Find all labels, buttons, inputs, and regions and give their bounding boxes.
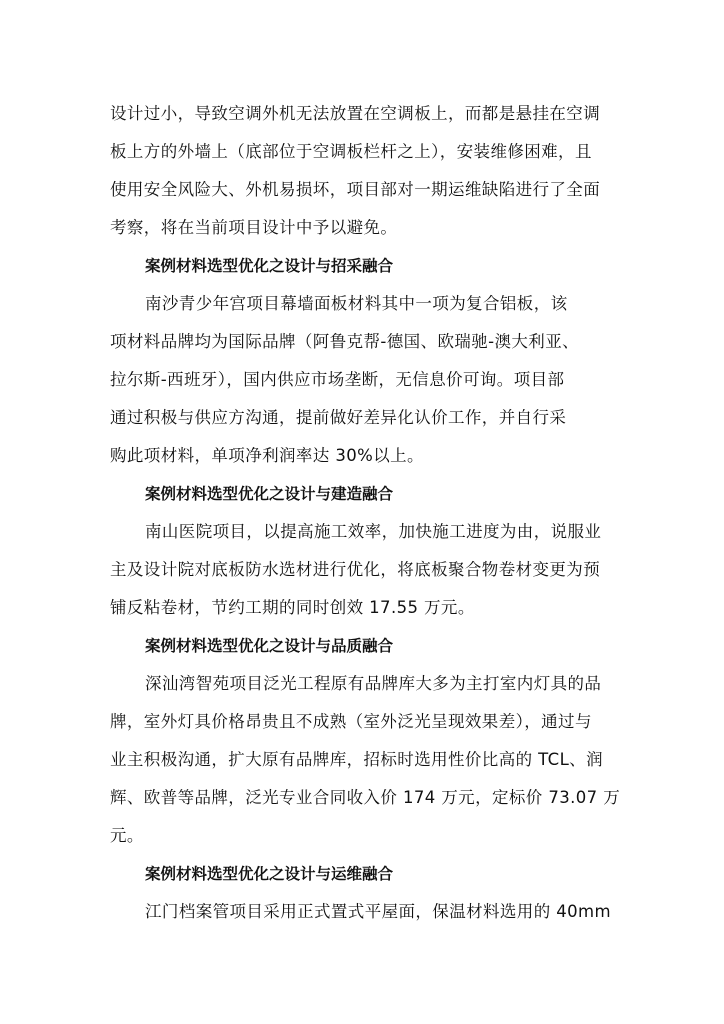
paragraph-1-line-3: 使用安全风险大、外机易损坏，项目部对一期运维缺陷进行了全面 <box>110 180 601 199</box>
section-heading-procurement: 案例材料选型优化之设计与招采融合 <box>145 257 394 275</box>
paragraph-2-line-1: 南沙青少年宫项目幕墙面板材料其中一项为复合铝板，该 <box>145 294 568 313</box>
paragraph-3-line-2: 主及设计院对底板防水选材进行优化，将底板聚合物卷材变更为预 <box>110 560 601 579</box>
paragraph-1-line-2: 板上方的外墙上（底部位于空调板栏杆之上），安装维修困难，且 <box>110 142 592 161</box>
paragraph-4-line-2: 牌，室外灯具价格昂贵且不成熟（室外泛光呈现效果差），通过与 <box>110 712 592 731</box>
section-heading-operations: 案例材料选型优化之设计与运维融合 <box>145 865 394 883</box>
paragraph-5-line-1: 江门档案管项目采用正式置式平屋面，保温材料选用的 40mm <box>145 902 611 921</box>
paragraph-2-line-2: 项材料品牌均为国际品牌（阿鲁克帮-德国、欧瑞驰-澳大利亚、 <box>110 332 580 351</box>
paragraph-4-line-4: 辉、欧普等品牌，泛光专业合同收入价 174 万元，定标价 73.07 万 <box>110 788 621 807</box>
paragraph-2-line-5: 购此项材料，单项净利润率达 30%以上。 <box>110 446 424 465</box>
paragraph-2-line-4: 通过积极与供应方沟通，提前做好差异化认价工作，并自行采 <box>110 408 567 427</box>
paragraph-4-line-1: 深汕湾智苑项目泛光工程原有品牌库大多为主打室内灯具的品 <box>145 674 602 693</box>
section-heading-quality: 案例材料选型优化之设计与品质融合 <box>145 637 394 655</box>
paragraph-4-line-3: 业主积极沟通，扩大原有品牌库，招标时选用性价比高的 TCL、润 <box>110 750 603 769</box>
paragraph-1-line-1: 设计过小，导致空调外机无法放置在空调板上，而都是悬挂在空调 <box>110 104 601 123</box>
paragraph-3-line-3: 铺反粘卷材，节约工期的同时创效 17.55 万元。 <box>110 598 475 617</box>
paragraph-2-line-3: 拉尔斯-西班牙），国内供应市场垄断，无信息价可询。项目部 <box>110 370 565 389</box>
paragraph-3-line-1: 南山医院项目，以提高施工效率，加快施工进度为由，说服业 <box>145 522 602 541</box>
paragraph-4-line-5: 元。 <box>110 826 144 845</box>
paragraph-1-line-4: 考察，将在当前项目设计中予以避免。 <box>110 218 398 237</box>
section-heading-construction: 案例材料选型优化之设计与建造融合 <box>145 485 394 503</box>
